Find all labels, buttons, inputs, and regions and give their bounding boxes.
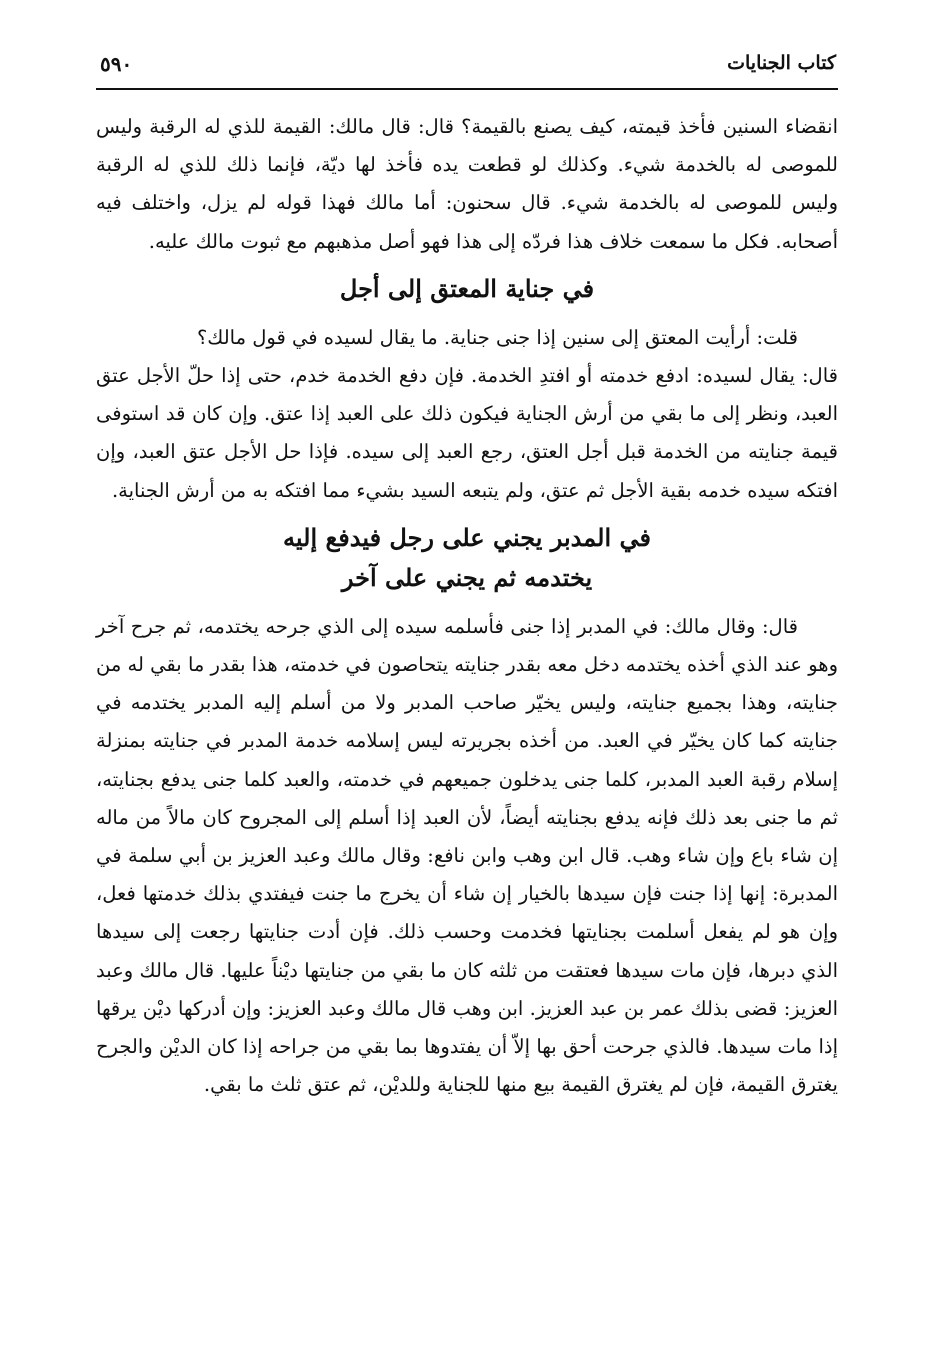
page-body <box>96 108 838 1104</box>
heading-line: يختدمه ثم يجني على آخر <box>341 562 593 592</box>
paragraph: قلت: أرأيت المعتق إلى سنين إذا جنى جناية. ما يقال لسيده في قول مالك؟ <box>196 325 798 349</box>
running-title: كتاب الجنايات <box>727 52 836 74</box>
paragraph: قال: وقال مالك: في المدبر إذا جنى فأسلمه سيده إلى الذي جرحه يختدمه، ثم جرح آخر وهو عند الذي أخذه يختدمه دخل معه بقدر جنايته يتحاصون في خدمته، هذا بقدر ما بقي له من جنايته، وهذا بجميع جنايته، وليس يخيّر صاحب المدبر ولا من أسلم إليه المدبر يختدمه في جنايته كما كان يخيّر في العبد. من أخذه بجريرته ليس إسلامه خدمة المدبر في جنايته بمنزلة إسلام رقبة العبد المدبر، كلما جنى يدخلون جميعهم في خدمته، والعبد كلما جنى يدفع بجنايته، ثم ما جنى بعد ذلك فإنه يدفع بجنايته أيضاً، لأن العبد إذا أسلم إلى المجروح كان مالاً من ماله إن شاء باع وإن شاء وهب. قال ابن وهب وابن نافع: وقال مالك وعبد العزيز بن أبي سلمة في المدبرة: إنها إذا جنت فإن سيدها بالخيار إن شاء أن يخرج ما جنت فيفتدي بذلك خدمتها فعل، وإن هو لم يفعل أسلمت بجنايتها فخدمت وحسب ذلك. فإن أدت جنايتها رجعت إلى سيدها الذي دبرها، فإن مات سيدها فعتقت من ثلثه كان ما بقي من جنايتها ديْناً عليها. قال مالك وعبد العزيز: قضى بذلك عمر بن عبد العزيز. ابن وهب قال مالك وعبد العزيز: وإن أدركها ديْن يرقها إذا مات سيدها. فالذي جرحت أحق بها إلاّ أن يفتدوها بما بقي من جراحه إذا كان الديْن والجرح يغترق القيمة، فإن لم يغترق القيمة بيع منها للجناية وللديْن، ثم عتق ثلث ما بقي. <box>96 614 838 1097</box>
paragraph: انقضاء السنين فأخذ قيمته، كيف يصنع بالقيمة؟ قال: قال مالك: القيمة للذي له الرقبة وليس للموصى له بالخدمة شيء. وكذلك لو قطعت يده فأخذ لها ديّة، فإنما ذلك للذي له الرقبة وليس للموصى له بالخدمة شيء. قال سحنون: أما مالك فهذا قوله لم يزل، واختلف فيه أصحابه. فكل ما سمعت خلاف هذا فردّه إلى هذا فهو أصل مذهبهم مع ثبوت مالك عليه. <box>96 115 838 253</box>
book-page <box>96 40 838 1340</box>
page-number: ٥٩٠ <box>100 52 133 76</box>
section-heading <box>96 269 838 309</box>
heading-line: في جناية المعتق إلى أجل <box>339 273 595 303</box>
running-header <box>96 40 838 90</box>
heading-line: في المدبر يجني على رجل فيدفع إليه <box>283 522 651 552</box>
section-heading <box>96 518 838 598</box>
paragraph: قال: يقال لسيده: ادفع خدمته أو افتدِ الخدمة. فإن دفع الخدمة خدم، حتى إذا حلّ الأجل عتق العبد، ونظر إلى ما بقي من أرش الجناية فيكون ذلك على العبد إذا عتق. وإن كان قد استوفى قيمة جنايته من الخدمة قبل أجل العتق، رجع العبد إلى سيده. فإذا حل الأجل عتق العبد، وإن افتكه سيده خدمه بقية الأجل ثم عتق، ولم يتبعه السيد بشيء مما افتكه به من أرش الجناية. <box>96 364 838 502</box>
